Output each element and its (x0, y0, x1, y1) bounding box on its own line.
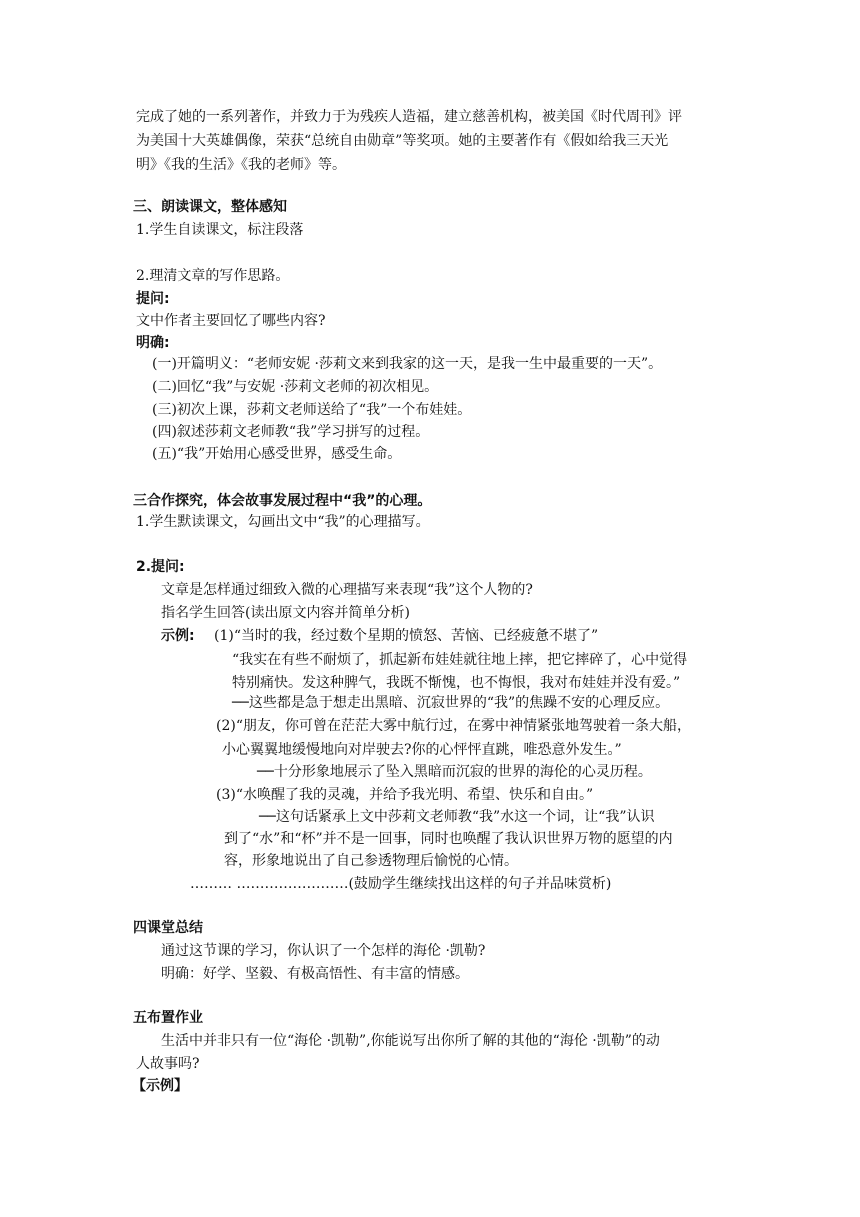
example-2-line-2: 小心翼翼地缓慢地向对岸驶去?你的心怦怦直跳，唯恐意外发生。” (222, 742, 622, 758)
point-3: (三)初次上课，莎莉文老师送给了“我”一个布娃娃。 (152, 402, 472, 418)
ellipsis-note: ……… ……………………(鼓励学生继续找出这样的句子并品味赏析) (190, 876, 612, 892)
example-bracket-label: 【示例】 (132, 1078, 188, 1094)
example-2-line-3: ──十分形象地展示了坠入黑暗而沉寂的世界的海伦的心灵历程。 (257, 764, 652, 780)
example-3-line-2: ──这句话紧承上文中莎莉文老师教“我”水这一个词，让“我”认识 (259, 809, 655, 825)
clarify-label: 明确: (136, 335, 170, 351)
example-3-line-3: 到了“水”和“杯”并不是一回事，同时也唤醒了我认识世界万物的愿望的内 (224, 831, 673, 847)
section-3-item-1: 1.学生自读课文，标注段落 (136, 222, 304, 238)
homework-line-2: 人故事吗? (136, 1056, 200, 1072)
example-1-line-4: ──这些都是急于想走出黑暗、沉寂世界的“我”的焦躁不安的心理反应。 (232, 695, 670, 711)
point-4: (四)叙述莎莉文老师教“我”学习拼写的过程。 (152, 424, 430, 440)
homework-line-1: 生活中并非只有一位“海伦 ·凯勒”,你能说写出你所了解的其他的“海伦 ·凯勒”的动 (161, 1033, 660, 1049)
point-2: (二)回忆“我”与安妮 ·莎莉文老师的初次相见。 (152, 379, 439, 395)
example-2-line-1: (2)“朋友，你可曾在茫茫大雾中航行过，在雾中神情紧张地驾驶着一条大船， (216, 718, 691, 734)
section-5-heading: 五布置作业 (133, 1010, 203, 1026)
section-3-heading: 三、朗读课文，整体感知 (133, 199, 287, 215)
section-3-item-2: 2.理清文章的写作思路。 (136, 268, 290, 284)
summary-answer: 明确：好学、坚毅、有极高悟性、有丰富的情感。 (161, 966, 469, 982)
question-text: 文中作者主要回忆了哪些内容? (136, 313, 326, 329)
point-5: (五)“我”开始用心感受世界，感受生命。 (152, 446, 402, 462)
summary-question: 通过这节课的学习，你认识了一个怎样的海伦 ·凯勒? (161, 943, 486, 959)
section-4-heading: 四课堂总结 (133, 920, 203, 936)
example-3-line-1: (3)“水唤醒了我的灵魂，并给予我光明、希望、快乐和自由。” (216, 787, 594, 803)
example-1-line-2: “我实在有些不耐烦了，抓起新布娃娃就往地上摔，把它摔碎了，心中觉得 (232, 652, 688, 668)
example-3-line-4: 容，形象地说出了自己参透物理后愉悦的心情。 (224, 853, 518, 869)
section-3b-item-1: 1.学生默读课文，勾画出文中“我”的心理描写。 (136, 514, 430, 530)
ask-label: 提问: (136, 291, 170, 307)
example-1-line-3: 特别痛快。发这种脾气，我既不惭愧，也不悔恨，我对布娃娃并没有爱。” (232, 675, 681, 691)
answer-instruction: 指名学生回答(读出原文内容并简单分析) (161, 605, 410, 621)
point-1: (一)开篇明义：“老师安妮 ·莎莉文来到我家的这一天，是我一生中最重要的一天”。 (152, 356, 663, 372)
intro-line-3: 明》《我的生活》《我的老师》等。 (136, 157, 346, 173)
intro-line-1: 完成了她的一系列著作，并致力于为残疾人造福，建立慈善机构，被美国《时代周刊》评 (136, 109, 682, 125)
analysis-question: 文章是怎样通过细致入微的心理描写来表现“我”这个人物的? (161, 582, 533, 598)
example-1-line-1: (1)“当时的我，经过数个星期的愤怒、苦恼、已经疲惫不堪了” (214, 628, 599, 644)
example-label: 示例: (161, 628, 195, 644)
section-3b-heading: 三合作探究，体会故事发展过程中“我”的心理。 (133, 493, 432, 509)
intro-line-2: 为美国十大英雄偶像，荣获“总统自由勋章”等奖项。她的主要著作有《假如给我三天光 (136, 133, 669, 149)
section-3b-item-2: 2.提问: (136, 559, 185, 575)
